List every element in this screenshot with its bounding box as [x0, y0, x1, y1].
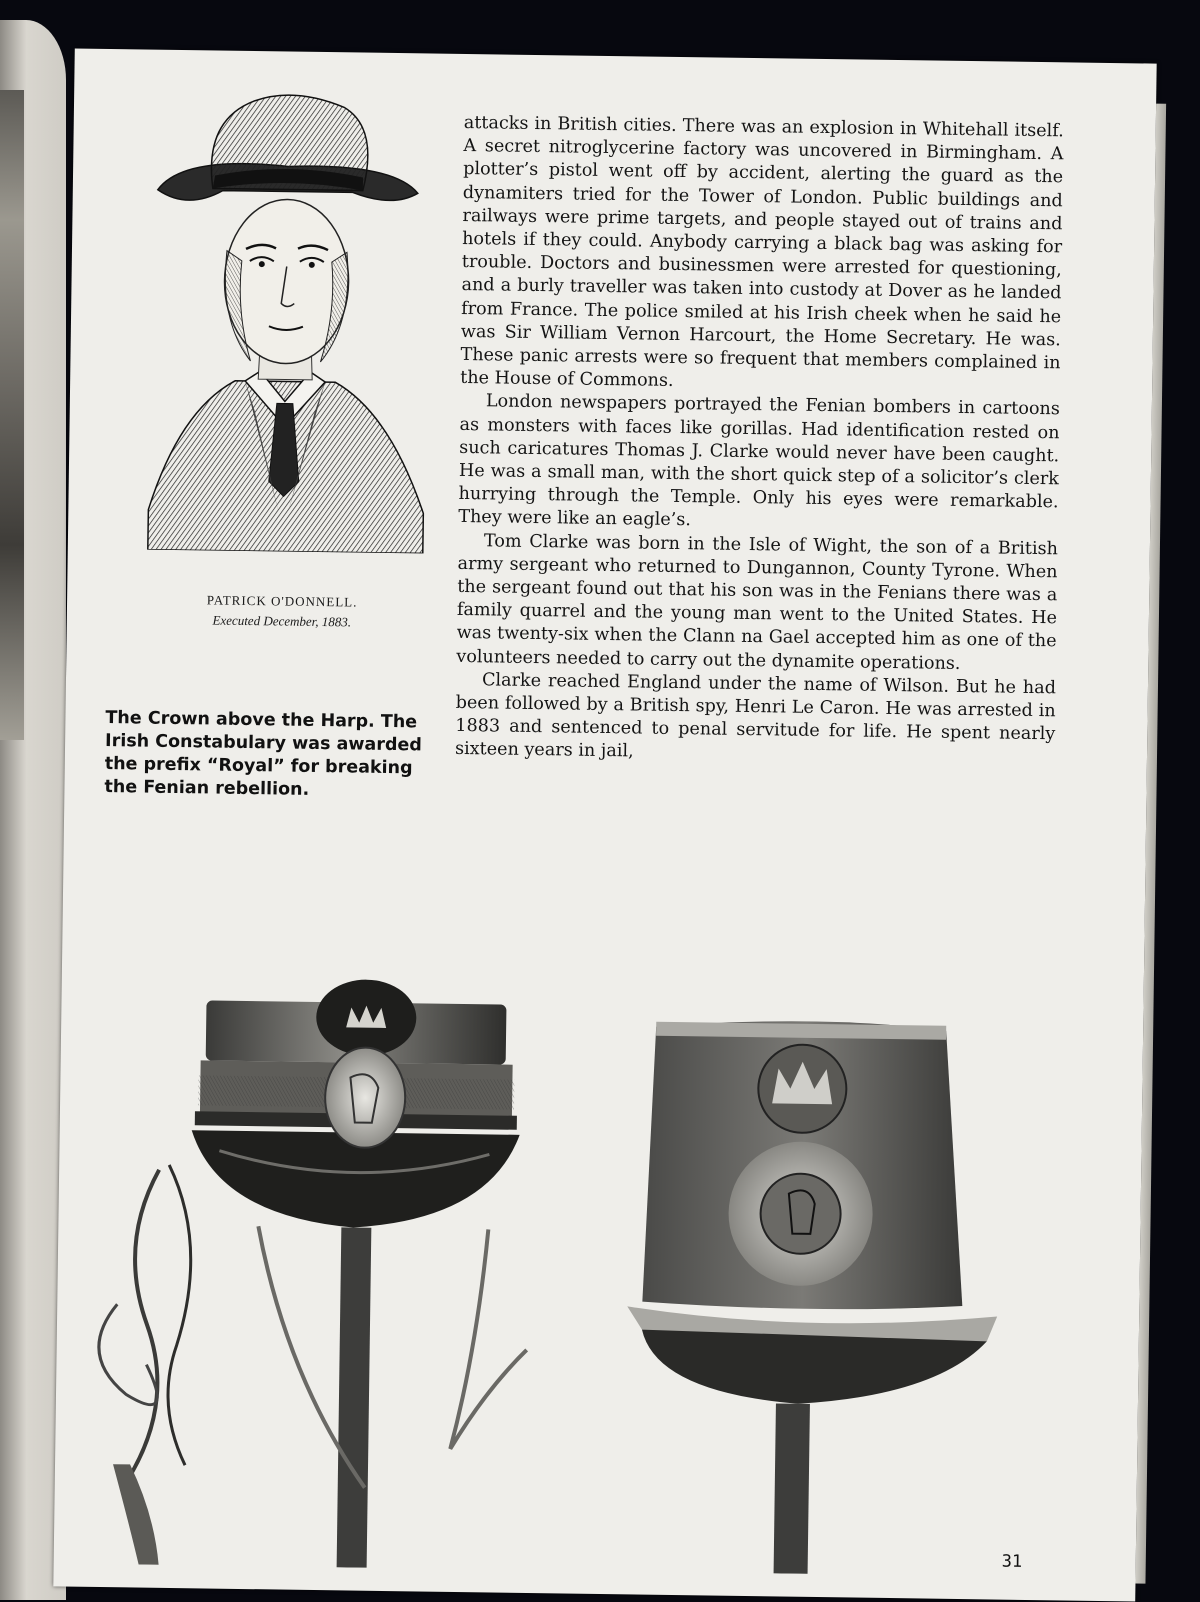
- book-page: [53, 49, 1156, 1602]
- helmets-photograph: [54, 923, 1145, 1578]
- paragraph: Clarke reached England under the name of Wilson. But he had been followed by a British spy, Henri Le Caron. He was arrested in 1883 and sentenced to penal servitude for life. He spent nearly sixteen years in jail,: [454, 670, 1057, 762]
- paragraph: Tom Clarke was born in the Isle of Wight, the son of a British army sergeant who returned to Dungannon, County Tyrone. When the sergeant found out that his son was in the Fenians there was a family quarrel and the young man went to the United States. He was twenty-six when the Clann na Gael accepted him as one of the volunteers needed to carry out the dynamite operations.: [456, 530, 1059, 674]
- facing-page-photo: [0, 90, 24, 740]
- page-number: 31: [1001, 1551, 1023, 1572]
- paragraph: attacks in British cities. There was an explosion in Whitehall itself. A secret nitroglycerine factory was uncovered in Birmingham. A plotter’s pistol went off by accident, alerting the guard as the dynamiters tried for the Tower of London. Public buildings and railways were prime targets, and people stayed out of trains and hotels if they could. Anybody carrying a black bag was asking for trouble. Doctors and businessmen were arrested for questioning, and a burly traveller was taken into custody at Dover as he landed from France. The police smiled at his Irish cheek when he said he was Sir William Vernon Harcourt, the Home Secretary. He was. These panic arrests were so frequent that members complained in the House of Commons.: [460, 112, 1064, 392]
- portrait-engraving: [138, 79, 435, 553]
- page-edge: [1135, 104, 1166, 1584]
- paragraph: London newspapers portrayed the Fenian bombers in cartoons as monsters with faces like gorillas. Had identification rested on such caricatures Thomas J. Clarke would never have been caught. He was a small man, with the short quick step of a solicitor’s clerk hurrying through the Temple. Only his eyes were remarkable. They were like an eagle’s.: [458, 391, 1060, 531]
- helmet-photo-caption: The Crown above the Harp. The Irish Constabulary was awarded the prefix “Royal” for breaking the Fenian rebellion.: [104, 708, 423, 800]
- article-body: [455, 112, 1064, 770]
- portrait-date: Executed December, 1883.: [212, 612, 352, 630]
- portrait-caption: [137, 591, 427, 631]
- portrait-name: PATRICK O'DONNELL.: [206, 592, 358, 610]
